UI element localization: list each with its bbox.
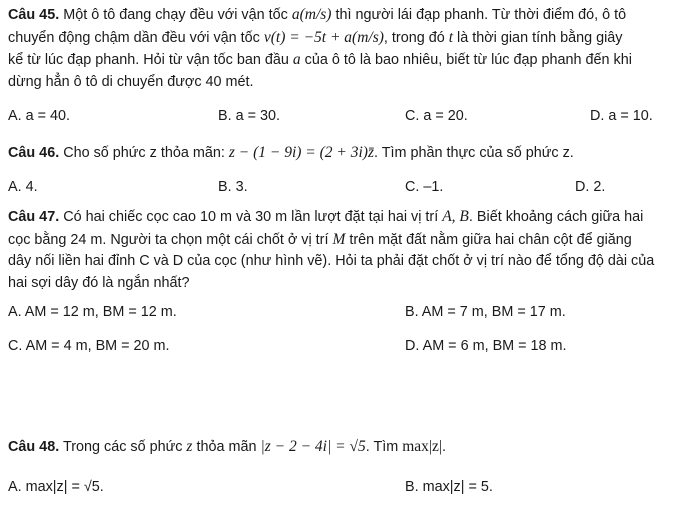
q45-text: kể từ lúc đạp phanh. Hỏi từ vận tốc ban đầu [8, 52, 293, 68]
q48-option-b[interactable]: B. max|z| = 5. [405, 479, 493, 495]
q46-option-b[interactable]: B. 3. [218, 179, 248, 195]
q45-formula: v(t) = −5t + a(m/s) [263, 28, 384, 46]
q47-line-3: dây nối liền hai đỉnh C và D của cọc (như hình vẽ). Hỏi ta phải đặt chốt ở vị trí nào để tổng độ dài của [8, 253, 655, 269]
q47-line-4: hai sợi dây đó là ngắn nhất? [8, 274, 190, 291]
question-45 [8, 4, 688, 93]
q47-option-a[interactable]: A. AM = 12 m, BM = 12 m. [8, 304, 177, 320]
q45-velocity-expr: a(m/s) [291, 6, 332, 23]
q46-option-d[interactable]: D. 2. [575, 179, 606, 195]
q48-text: thỏa mãn [192, 439, 261, 455]
question-48 [8, 437, 446, 457]
q45-line-4: dừng hẳn ô tô di chuyển được 40 mét. [8, 73, 254, 90]
q48-var-z: z [186, 438, 193, 455]
q46-label: Câu 46. [8, 145, 60, 161]
q48-option-a[interactable]: A. max|z| = √5. [8, 479, 104, 495]
question-46 [8, 143, 574, 163]
q46-option-c[interactable]: C. –1. [405, 179, 444, 195]
q46-text: . Tìm phần thực của số phức z. [374, 145, 574, 161]
q48-max-expr: max|z| [402, 438, 443, 455]
q46-equation: z − (1 − 9i) = (2 + 3i)z̄ [228, 144, 374, 161]
q47-line-2 [8, 229, 688, 252]
q47-label: Câu 47. [8, 209, 60, 225]
q47-text: Có hai chiếc cọc cao 10 m và 30 m lần lượt đặt tại hai vị trí [59, 209, 443, 225]
q45-line-2 [8, 27, 688, 50]
q45-label: Câu 45. [8, 7, 60, 23]
q46-option-a[interactable]: A. 4. [8, 179, 38, 195]
q45-text: , trong đó [383, 29, 449, 46]
q47-line-1 [8, 206, 688, 229]
q45-option-b[interactable]: B. a = 30. [218, 108, 281, 124]
q47-points-ab: A, B [442, 208, 469, 225]
q48-condition: |z − 2 − 4i| = √5 [260, 438, 366, 455]
q47-text: . Biết khoảng cách giữa hai [468, 209, 644, 225]
q48-text: Trong các số phức [59, 439, 187, 455]
q45-line-1 [8, 4, 688, 27]
q47-option-c[interactable]: C. AM = 4 m, BM = 20 m. [8, 338, 170, 354]
q46-text: Cho số phức z thỏa mãn: [59, 145, 229, 161]
q45-line-3 [8, 49, 688, 72]
q45-var-a: a [292, 51, 301, 68]
q47-text: cọc bằng 24 m. Người ta chọn một cái chốt ở vị trí [8, 231, 333, 248]
q45-text: của ô tô là bao nhiêu, biết từ lúc đạp phanh đến khi [300, 52, 632, 68]
q48-text: . [442, 439, 447, 455]
q48-label: Câu 48. [8, 439, 60, 455]
q48-text: . Tìm [365, 439, 403, 455]
q47-var-m: M [332, 230, 346, 248]
question-47 [8, 206, 688, 294]
q45-text: là thời gian tính bằng giây [453, 29, 623, 46]
q47-text: trên mặt đất nằm giữa hai chân cột để giăng [345, 231, 632, 248]
q45-option-d[interactable]: D. a = 10. [590, 108, 653, 124]
q47-option-d[interactable]: D. AM = 6 m, BM = 18 m. [405, 338, 567, 354]
q45-text: thì người lái đạp phanh. Từ thời điểm đó, ô tô [331, 7, 627, 23]
q45-var-t: t [448, 28, 454, 46]
q47-option-b[interactable]: B. AM = 7 m, BM = 17 m. [405, 304, 566, 320]
q45-text: Một ô tô đang chạy đều với vận tốc [59, 7, 292, 23]
q45-option-a[interactable]: A. a = 40. [8, 108, 71, 124]
q45-text: chuyển động chậm dần đều với vận tốc [8, 29, 264, 46]
q45-option-c[interactable]: C. a = 20. [405, 108, 468, 124]
